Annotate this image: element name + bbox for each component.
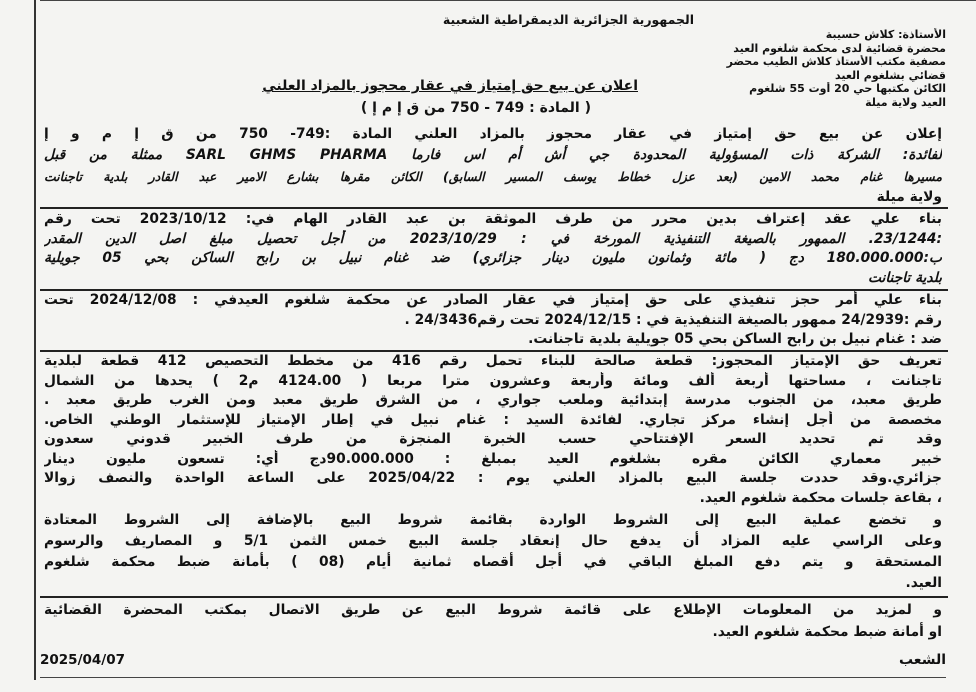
seizure-line: بناء علي أمر حجز تنفيذي على حق إمتياز في عقار الصادر عن محكمة شلغوم العيدفي : 2024/12/08 تحت: [44, 292, 942, 308]
seizure-line: ضد : غنام نبيل بن رابح الساكن بحي 05 جويلية بلدية تاجنانت.: [528, 331, 942, 347]
article-reference: ( المادة : 749 - 750 من ق إ م إ ): [360, 100, 591, 116]
property-line: مخصصة من أجل إنشاء مركز تجاري. لفائدة السيد : غنام نبيل في إطار الإمتياز للإستثمار الوطني الخاص.: [44, 411, 942, 428]
info-line: او أمانة ضبط محكمة شلغوم العيد.: [712, 624, 942, 640]
footer: [40, 652, 946, 674]
bailiff-line: العيد ولاية ميلة: [865, 95, 946, 109]
intro-line: مسيرها غنام محمد الامين (بعد عزل خطاط يوسف المسير السابق) الكائن مقرها بشارع الامير عبد القادر بلدية تاجنانت: [44, 169, 942, 184]
property-line: ، بقاعة جلسات محكمة شلغوم العيد.: [699, 489, 942, 506]
conditions-line: و تخضع عملية البيع إلى الشروط الواردة بقائمة شروط البيع بالإضافة إلى الشروط المعتادة: [44, 512, 942, 528]
bottom-border: [40, 677, 946, 678]
conditions-line: وعلى الراسي عليه المزاد أن يدفع حال إنعقاد جلسة البيع خمس الثمن 5/1 و المصاريف والرسوم: [44, 533, 942, 549]
intro-section: [44, 124, 942, 208]
conditions-paragraph: [44, 510, 942, 594]
property-line: تاجنانت ، مساحتها أربعة ألف ومائة وأربعة وعشرون مترا مربعا ( 4124.00 م2 ) يحدها من الشمال: [44, 372, 942, 389]
top-border: [40, 0, 976, 1]
debt-line: بناء علي عقد إعتراف بدين محرر من طرف الموثقة بن عبد القادر الهام في: 2023/10/12 تحت رقم: [44, 211, 942, 227]
bailiff-line: مصفية مكتب الأستاذ كلاش الطيب محضر: [726, 55, 946, 68]
debt-line: ب:180.000.000 دج ( مائة وثمانون مليون دينار جزائري) ضد غنام نبيل بن رابح الساكن بحي 05 جويلية: [44, 250, 942, 266]
intro-line: ولاية ميلة: [876, 189, 942, 205]
nation-heading: الجمهورية الجزائرية الديمقراطية الشعبية: [442, 12, 694, 27]
property-line: طريق معبد، من الجنوب مدرسة إبتدائية وملعب جواري ، من الشرق طريق معبد ومن الغرب طريق معبد .: [44, 392, 942, 408]
seizure-paragraph: [44, 291, 942, 350]
publication-date: 2025/04/07: [40, 652, 126, 668]
debt-line: بلدية تاجنانت: [867, 269, 942, 286]
property-line: وقد تم تحديد السعر الإفتتاحي حسب الخبرة المنجزة من طرف الخبير قدوني سعدون: [44, 431, 942, 447]
info-paragraph: [44, 599, 942, 643]
notice-title: اعلان عن بيع حق إمتياز في عقار محجوز بالمزاد العلني: [262, 78, 638, 94]
intro-line: لفائدة: الشركة ذات المسؤولية المحدودة جي أش أم اس فارما SARL GHMS PHARMA ممثلة من قبل: [44, 147, 942, 163]
property-line: تعريف حق الإمتياز المحجوز: قطعة صالحة للبناء تحمل رقم 416 من مخطط التحصيص 412 قطعة لبلدية: [44, 353, 942, 369]
conditions-line: المستحقة و يتم دفع المبلغ الباقي في أجل أقصاه ثمانية أيام (08 ) بأمانة ضبط محكمة شلغوم: [44, 554, 942, 570]
bailiff-block: [664, 28, 946, 109]
info-line: و لمزيد من المعلومات الإطلاع على قائمة شروط البيع عن طريق الاتصال بمكتب المحضرة القضائية: [44, 602, 942, 618]
debt-paragraph: [44, 210, 942, 288]
intro-line: إعلان عن بيع حق إمتياز في عقار محجوز بالمزاد العلني المادة :749- 750 من ق إ م و إ: [44, 126, 942, 142]
bailiff-line: الأستاذة: كلاش حسيبة: [825, 28, 946, 41]
property-paragraph: [44, 352, 942, 508]
debt-line: :23/1244. الممهور بالصيغة التنفيذية المورخة في : 2023/10/29 من أجل تحصيل مبلغ اصل الدين المقدر: [44, 230, 942, 247]
seizure-line: رقم :24/2939 ممهور بالصيغة التنفيذية في : 2024/12/15 تحت رقم24/3436 .: [404, 311, 942, 328]
bailiff-line: الكائن مكتبها حي 20 أوت 55 شلغوم: [749, 82, 946, 95]
property-line: جزائري.وقد حددت جلسة البيع بالمزاد العلني يوم : 2025/04/22 على الساعة الواحدة والنصف زوالا: [44, 470, 942, 486]
left-border: [34, 0, 36, 680]
separator: [40, 596, 948, 598]
conditions-line: العيد.: [905, 575, 942, 591]
property-line: خبير معماري الكائن مقره بشلغوم العيد بمبلغ : 90.000.000دج أي: تسعون مليون دينار: [44, 450, 942, 467]
bailiff-line: قضائي بشلغوم العيد: [834, 68, 946, 82]
separator: [40, 207, 948, 209]
newspaper-name: الشعب: [898, 652, 946, 668]
bailiff-line: محضرة قضائية لدى محكمة شلغوم العيد: [733, 41, 946, 55]
